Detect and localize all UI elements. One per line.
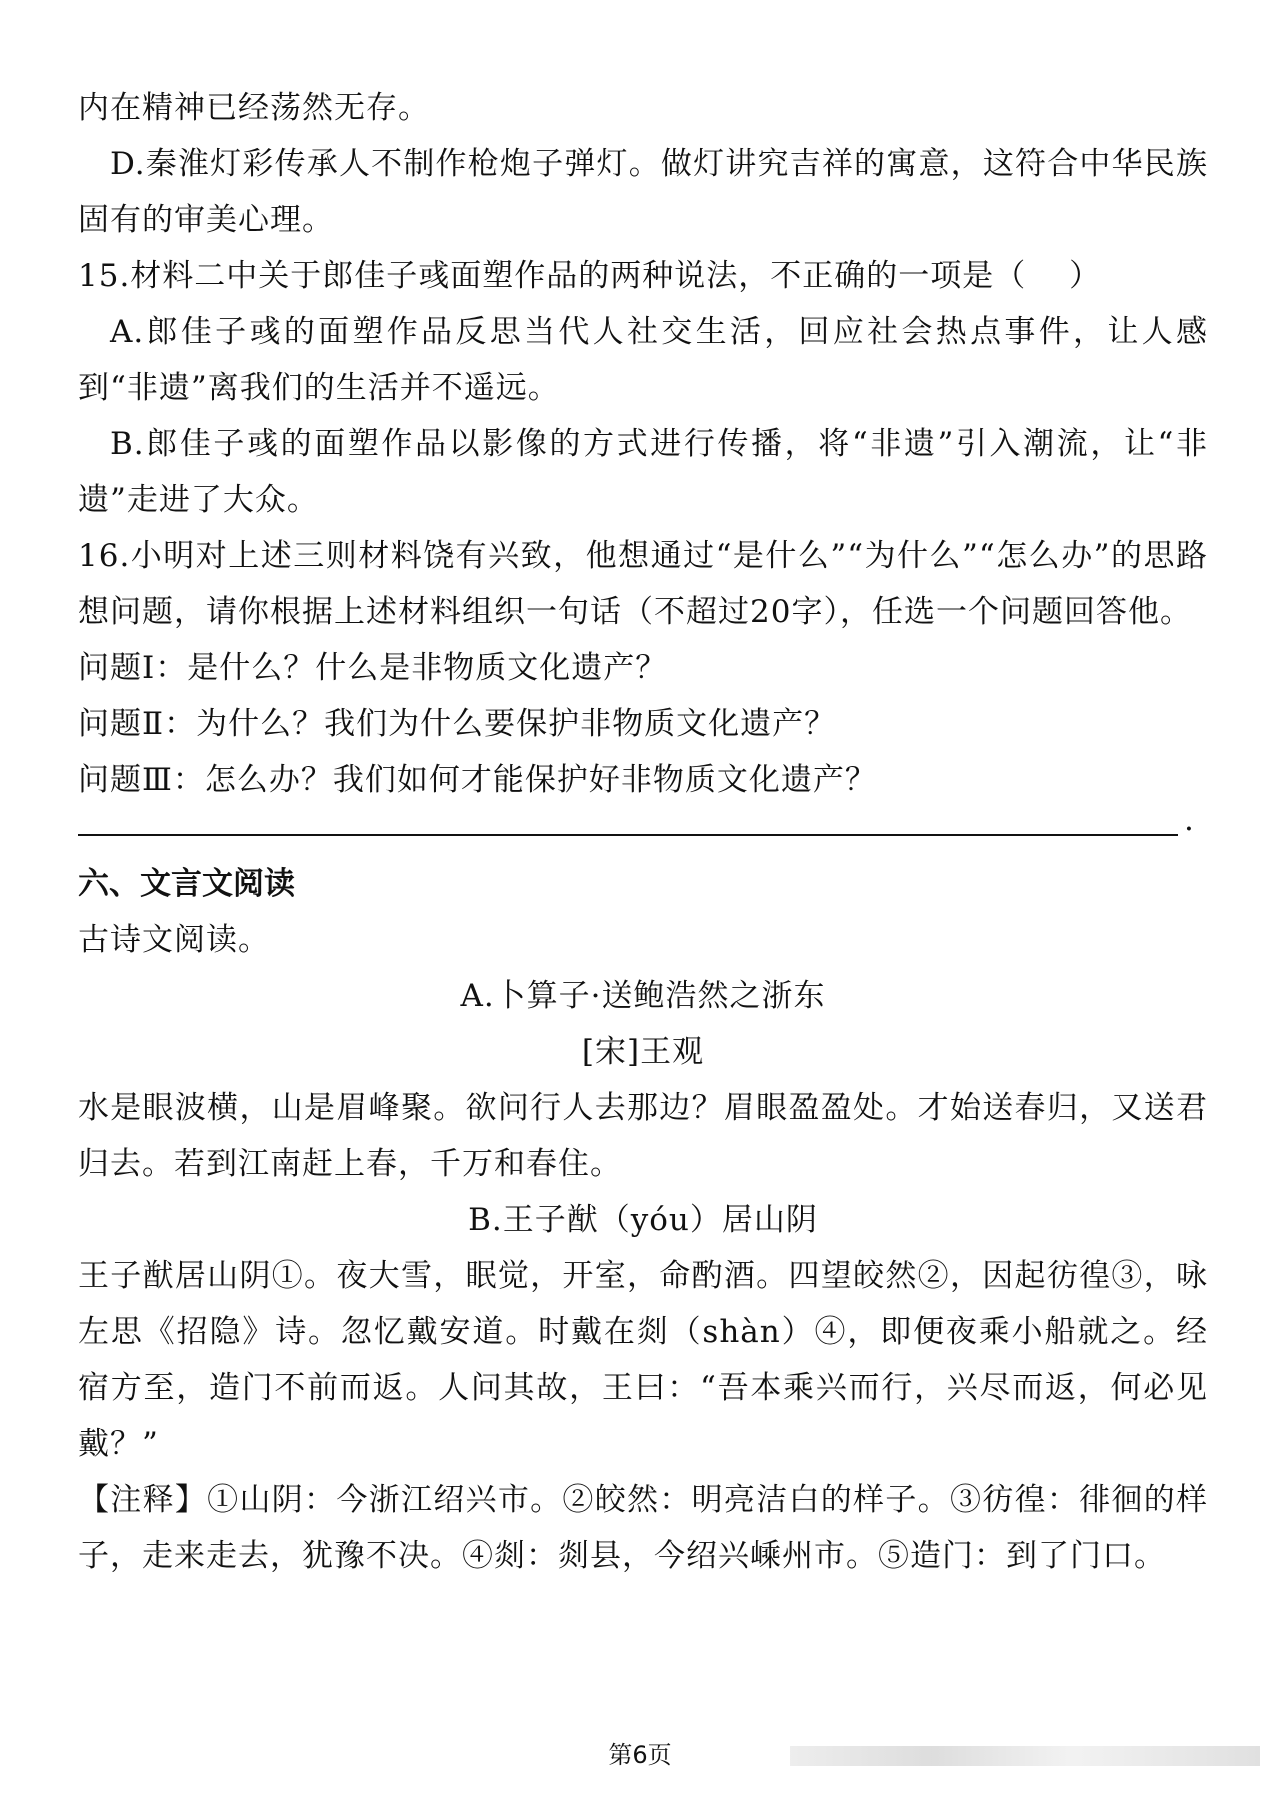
answer-period: .: [1184, 802, 1194, 838]
prose-title: B.王子猷（yóu）居山阴: [468, 1202, 818, 1238]
poem-author: [宋]王观: [581, 1034, 705, 1070]
page-number: [0, 1735, 1280, 1770]
answer-line[interactable]: [78, 802, 1208, 856]
question-15-option-b: B.郎佳子彧的面塑作品以影像的方式进行传播，将“非遗”引入潮流，让“非遗”走进了大众。: [78, 426, 1208, 518]
question-16-item-1: 问题Ⅰ：是什么？什么是非物质文化遗产？: [78, 650, 668, 686]
question-15: 15.材料二中关于郎佳子彧面塑作品的两种说法，不正确的一项是（ ）: [78, 258, 1102, 294]
question-15-option-a: A.郎佳子彧的面塑作品反思当代人社交生活，回应社会热点事件，让人感到“非遗”离我们的生活并不遥远。: [78, 314, 1208, 406]
poem-title: A.卜算子·送鲍浩然之浙东: [460, 978, 826, 1014]
text-line: 内在精神已经荡然无存。: [78, 90, 430, 126]
option-d: D.秦淮灯彩传承人不制作枪炮子弹灯。做灯讲究吉祥的寓意，这符合中华民族固有的审美心理。: [78, 146, 1208, 238]
prose-text: 王子猷居山阴①。夜大雪，眠觉，开室，命酌酒。四望皎然②，因起彷徨③，咏左思《招隐》诗。忽忆戴安道。时戴在剡（shàn）④，即便夜乘小船就之。经宿方至，造门不前而返。人问其故，王曰：“吾本乘兴而行，兴尽而返，何必见戴？”: [78, 1258, 1208, 1462]
section-heading: 六、文言文阅读: [78, 866, 295, 902]
section-intro: 古诗文阅读。: [78, 922, 270, 958]
annotation-notes: 【注释】①山阴：今浙江绍兴市。②皎然：明亮洁白的样子。③彷徨：徘徊的样子，走来走去，犹豫不决。④剡：剡县，今绍兴嵊州市。⑤造门：到了门口。: [78, 1482, 1208, 1574]
page-content: [78, 80, 1208, 1584]
answer-underline: [78, 834, 1178, 836]
poem-text: 水是眼波横，山是眉峰聚。欲问行人去那边？眉眼盈盈处。才始送春归，又送君归去。若到江南赶上春，千万和春住。: [78, 1090, 1208, 1182]
page-number-label: 第6页: [608, 1741, 672, 1769]
question-16-item-2: 问题Ⅱ：为什么？我们为什么要保护非物质文化遗产？: [78, 706, 837, 742]
question-16-item-3: 问题Ⅲ：怎么办？我们如何才能保护好非物质文化遗产？: [78, 762, 877, 798]
question-16: 16.小明对上述三则材料饶有兴致，他想通过“是什么”“为什么”“怎么办”的思路想问题，请你根据上述材料组织一句话（不超过20字），任选一个问题回答他。: [78, 538, 1208, 630]
